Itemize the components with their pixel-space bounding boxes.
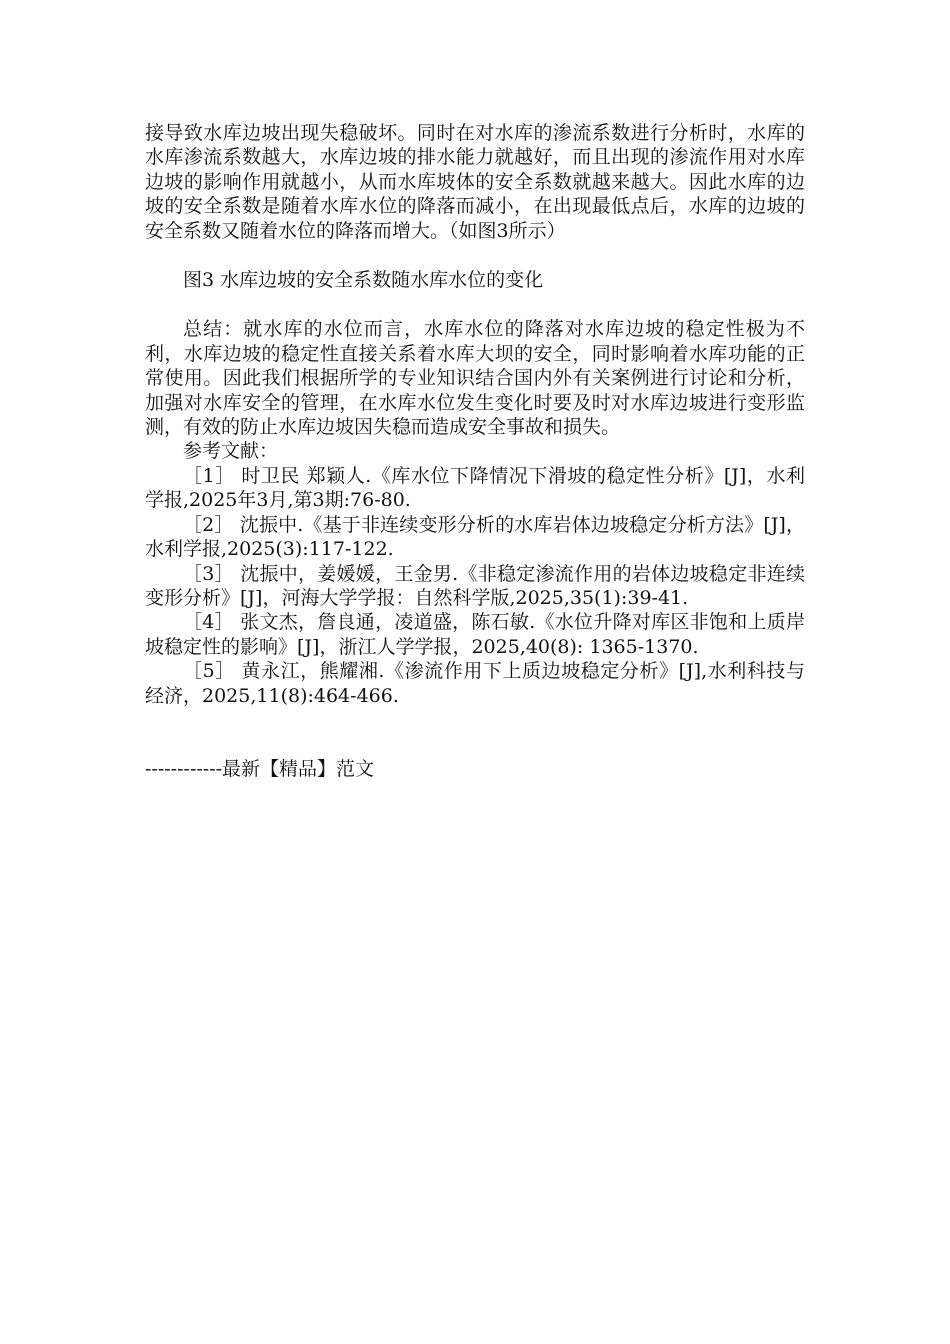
reference-item-3: ［3］ 沈振中，姜媛媛，王金男.《非稳定渗流作用的岩体边坡稳定非连续变形分析》[J]，河海大学学报：自然科学版,2025,35(1):39-41. — [145, 562, 805, 609]
reference-list — [145, 464, 805, 708]
document-page — [145, 121, 805, 781]
body-paragraph: 接导致水库边坡出现失稳破坏。同时在对水库的渗流系数进行分析时，水库的水库渗流系数越大，水库边坡的排水能力就越好，而且出现的渗流作用对水库边坡的影响作用就越小，从而水库坡体的安全系数就越来越大。因此水库的边坡的安全系数是随着水库水位的降落而减小，在出现最低点后，水库的边坡的安全系数又随着水位的降落而增大。（如图3所示） — [145, 122, 805, 242]
reference-item-1: ［1］ 时卫民 郑颖人.《库水位下降情况下滑坡的稳定性分析》[J]，水利学报,2025年3月,第3期:76-80. — [145, 464, 805, 512]
reference-item-5: ［5］ 黄永江，熊耀湘.《渗流作用下上质边坡稳定分析》[J],水利科技与经济，2025,11(8):464-466. — [145, 660, 805, 707]
reference-item-2: ［2］ 沈振中.《基于非连续变形分析的水库岩体边坡稳定分析方法》[J]，水利学报,2025(3):117-122. — [145, 513, 805, 561]
reference-item-4: ［4］ 张文杰，詹良通，凌道盛，陈石敏.《水位升降对库区非饱和上质岸坡稳定性的影响》[J]，浙江人学学报，2025,40(8): 1365-1370. — [145, 611, 805, 658]
footer-text: ------------最新【精品】范文 — [145, 757, 375, 780]
summary-paragraph: 总结：就水库的水位而言，水库水位的降落对水库边坡的稳定性极为不利，水库边坡的稳定性直接关系着水库大坝的安全，同时影响着水库功能的正常使用。因此我们根据所学的专业知识结合国内外有关案例进行讨论和分析，加强对水库安全的管理，在水库水位发生变化时要及时对水库边坡进行变形监测，有效的防止水库边坡因失稳而造成安全事故和损失。 — [145, 318, 805, 439]
references-heading: 参考文献： — [183, 440, 279, 463]
figure-caption: 图3 水库边坡的安全系数随水库水位的变化 — [183, 269, 544, 292]
